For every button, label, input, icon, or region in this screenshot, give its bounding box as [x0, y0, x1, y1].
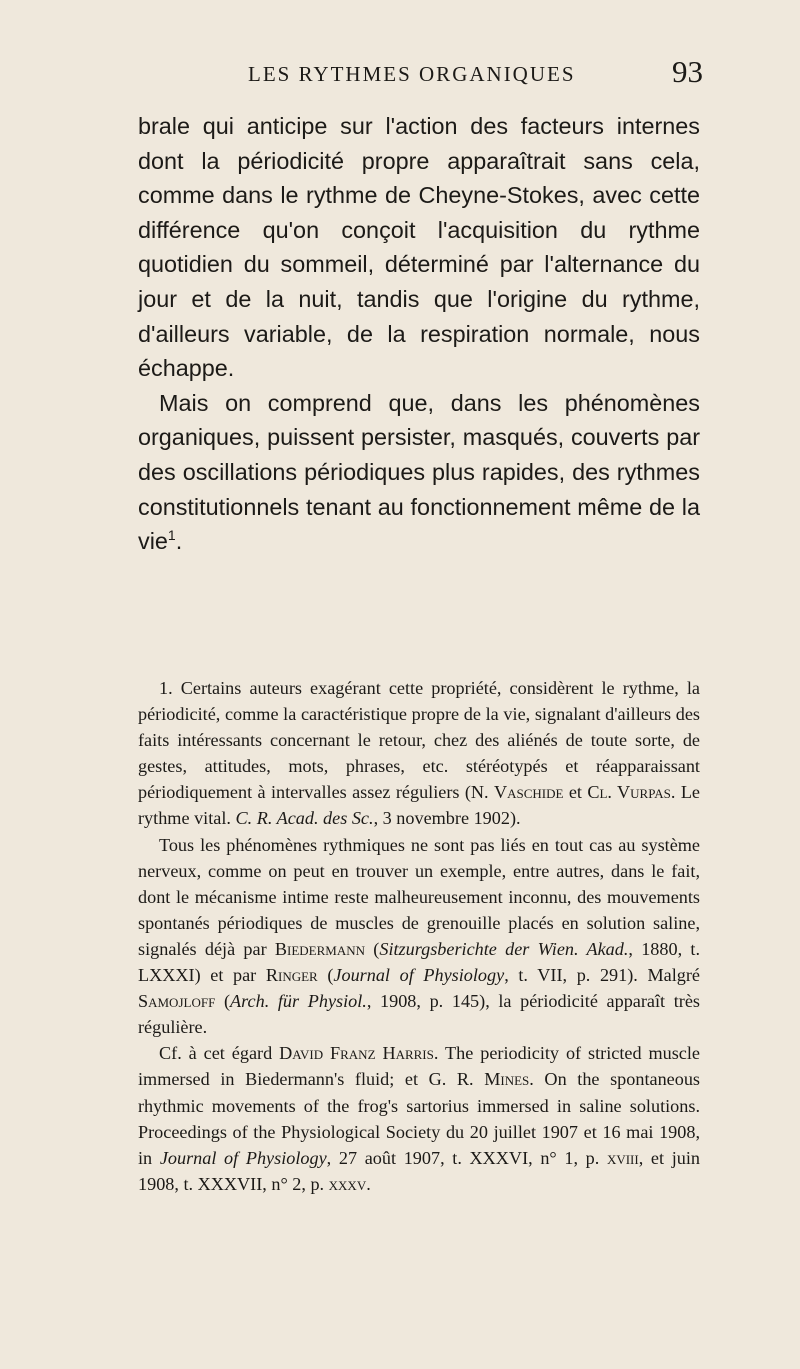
footnote-paragraph-3	[138, 1040, 700, 1197]
author-name: Mines	[484, 1069, 530, 1090]
footnote-1	[138, 675, 700, 832]
footnote-text: Tous les phénomènes rythmiques ne sont pas liés en tout cas au système nerveux, comme on peut en trouver un exemple, entre autres, dans le fait, dont le mécanisme intime reste malheureusement inconnu, des mouvements spontanés périodiques de muscles de grenouille placés en solution saline, signalés déjà par	[138, 834, 700, 959]
paragraph-2-end: .	[175, 528, 183, 555]
author-name: Vaschide	[493, 782, 564, 803]
author-name: David Franz Harris	[279, 1043, 434, 1064]
citation-title: Journal of Physiology	[159, 1147, 327, 1168]
footnote-text: (	[215, 991, 231, 1012]
paragraph-2-text: Mais on comprend que, dans les phénomènes organiques, puissent persister, masqués, couverts par des oscillations périodiques plus rapides, des rythmes constitutionnels tenant au fonctionnement même de la vie	[138, 389, 700, 555]
footnote-text: 1. Certains auteurs exagérant cette propriété, considèrent le rythme, la périodicité, comme la caractéristique propre de la vie, signalant d'ailleurs des faits intéressants concernant le retour, chez des aliénés de toute sorte, de gestes, attitudes, mots, phrases, etc. stéréotypés et réapparaissant périodiquement à intervalles assez réguliers (N.	[138, 678, 700, 803]
citation-title: Arch. für Physiol.	[230, 991, 367, 1012]
author-name: Cl. Vurpas	[587, 782, 671, 803]
author-name: Biedermann	[274, 938, 366, 959]
footnote-paragraph-2	[138, 832, 700, 1041]
citation-title: Journal of Physiology	[333, 965, 505, 986]
author-name: Ringer	[265, 965, 318, 986]
footnote-text: . Le rythme vital.	[138, 782, 700, 829]
citation-title: C. R. Acad. des Sc.	[235, 808, 374, 829]
footnote-text: . On the spontaneous rhythmic movements of the frog's sartorius immersed in saline solutions. Proceedings of the Physiological Society du 20 juillet 1907 et 16 mai 1908, in	[138, 1069, 700, 1168]
footnote-text: , t. VII, p. 291). Malgré	[504, 965, 700, 986]
roman-page: xviii	[606, 1147, 639, 1168]
footnote-text: .	[366, 1173, 371, 1194]
main-text	[138, 109, 700, 559]
running-title: LES RYTHMES ORGANIQUES	[248, 62, 576, 86]
footnote-text: et	[563, 782, 588, 803]
paragraph-2	[138, 386, 700, 559]
page-header	[0, 52, 800, 92]
footnotes	[138, 675, 700, 1197]
page-number: 93	[672, 54, 703, 89]
footnote-text: Cf. à cet égard	[159, 1043, 280, 1064]
footnote-text: , et juin 1908, t. XXXVII, n° 2, p.	[138, 1147, 700, 1194]
footnote-reference: 1	[167, 527, 176, 544]
paragraph-1: brale qui anticipe sur l'action des facteurs internes dont la périodicité propre apparaîtrait sans cela, comme dans le rythme de Cheyne-Stokes, avec cette différence qu'on conçoit l'acquisition du rythme quotidien du sommeil, déterminé par l'alternance du jour et de la nuit, tandis que l'origine du rythme, d'ailleurs variable, de la respiration normale, nous échappe.	[138, 113, 700, 382]
roman-page: xxxv	[328, 1173, 367, 1194]
footnote-text: (	[317, 965, 334, 986]
citation-title: Sitzurgsberichte der Wien. Akad.	[379, 938, 629, 959]
footnote-text: . The periodicity of stricted muscle immersed in Biedermann's fluid; et G. R.	[138, 1043, 701, 1090]
footnote-text: , 27 août 1907, t. XXXVI, n° 1, p.	[326, 1147, 607, 1168]
footnote-text: , 1908, p. 145), la périodicité apparaît très régulière.	[138, 991, 700, 1038]
footnote-text: (	[365, 938, 380, 959]
footnote-text: , 3 novembre 1902).	[373, 808, 521, 829]
footnote-text: , 1880, t. LXXXI) et par	[138, 938, 700, 986]
author-name: Samojloff	[138, 991, 216, 1012]
